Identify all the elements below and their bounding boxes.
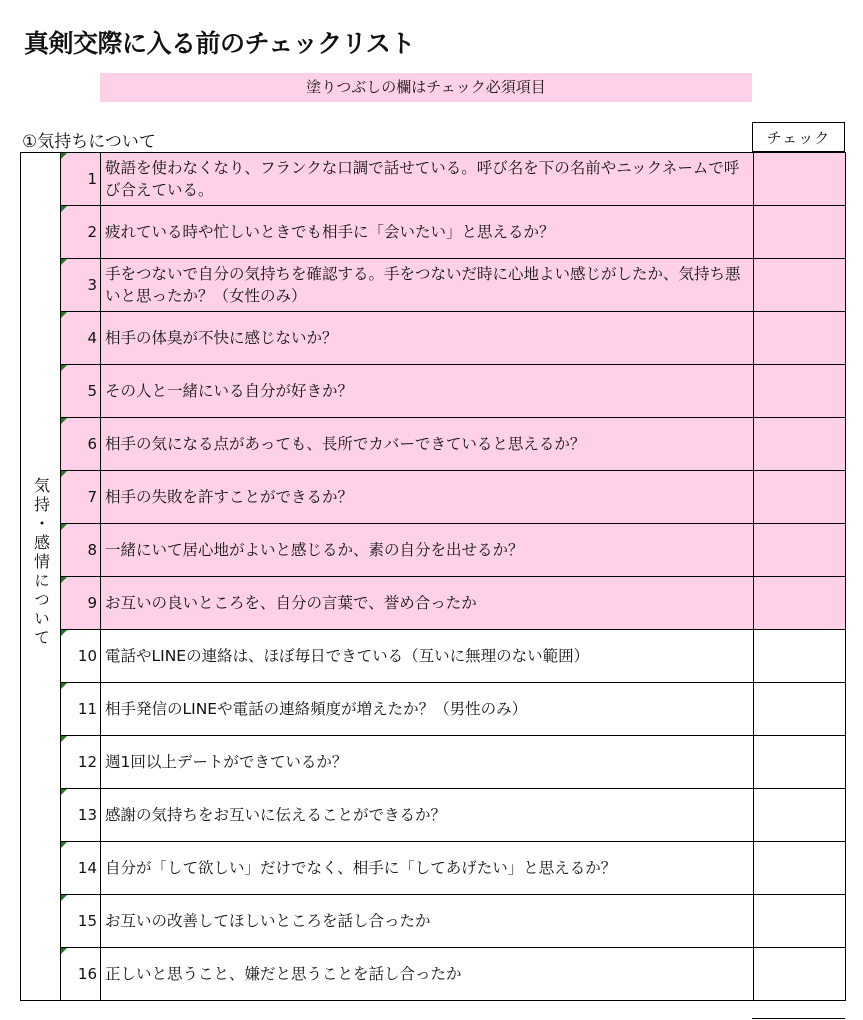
table-row xyxy=(60,470,846,524)
item-number: 13 xyxy=(61,789,101,841)
check-cell[interactable] xyxy=(753,630,846,682)
table-row xyxy=(60,311,846,365)
item-text: 手をつないで自分の気持ちを確認する。手をつないだ時に心地よい感じがしたか、気持ち悪いと思ったか？（女性のみ） xyxy=(105,265,741,305)
item-text: 感謝の気持ちをお互いに伝えることができるか？ xyxy=(105,806,447,824)
item-text: 週1回以上デートができているか？ xyxy=(105,753,348,771)
table-row xyxy=(60,205,846,259)
table-row xyxy=(60,152,846,206)
item-text: 自分が「して欲しい」だけでなく、相手に「してあげたい」と思えるか？ xyxy=(105,859,617,877)
check-cell[interactable] xyxy=(753,577,846,629)
page-title: 真剣交際に入る前のチェックリスト xyxy=(24,29,415,58)
item-number: 3 xyxy=(61,259,101,311)
check-cell[interactable] xyxy=(753,895,846,947)
item-number: 2 xyxy=(61,206,101,258)
legend-note: 塗りつぶしの欄はチェック必須項目 xyxy=(100,73,752,102)
item-text: 一緒にいて居心地がよいと感じるか、素の自分を出せるか？ xyxy=(105,541,524,559)
check-cell[interactable] xyxy=(753,418,846,470)
check-cell[interactable] xyxy=(753,259,846,311)
item-text: 相手発信のLINEや電話の連絡頻度が増えたか？（男性のみ） xyxy=(105,700,528,718)
table-row xyxy=(60,258,846,312)
table-row xyxy=(60,682,846,736)
item-number: 5 xyxy=(61,365,101,417)
table-row xyxy=(60,735,846,789)
item-text: お互いの改善してほしいところを話し合ったか xyxy=(105,912,431,930)
check-cell[interactable] xyxy=(753,736,846,788)
table-row xyxy=(60,894,846,948)
item-number: 4 xyxy=(61,312,101,364)
item-number: 8 xyxy=(61,524,101,576)
check-cell[interactable] xyxy=(753,153,846,205)
check-cell[interactable] xyxy=(753,312,846,364)
table-row xyxy=(60,788,846,842)
item-number: 15 xyxy=(61,895,101,947)
table-row xyxy=(60,841,846,895)
item-text: 相手の失敗を許すことができるか？ xyxy=(105,488,354,506)
table-row xyxy=(60,576,846,630)
item-text: 相手の体臭が不快に感じないか？ xyxy=(105,329,338,347)
item-text: その人と一緒にいる自分が好きか？ xyxy=(105,382,354,400)
table-row xyxy=(60,947,846,1001)
item-text: 電話やLINEの連絡は、ほぼ毎日できている（互いに無理のない範囲） xyxy=(105,647,590,665)
table-row xyxy=(60,364,846,418)
item-number: 12 xyxy=(61,736,101,788)
item-text: 正しいと思うこと、嫌だと思うことを話し合ったか xyxy=(105,965,462,983)
table-row xyxy=(60,417,846,471)
check-cell[interactable] xyxy=(753,683,846,735)
item-text: 疲れている時や忙しいときでも相手に「会いたい」と思えるか？ xyxy=(105,223,555,241)
check-cell[interactable] xyxy=(753,206,846,258)
section-title: ①気持ちについて xyxy=(22,132,156,152)
check-cell[interactable] xyxy=(753,842,846,894)
item-number: 11 xyxy=(61,683,101,735)
item-number: 10 xyxy=(61,630,101,682)
item-number: 9 xyxy=(61,577,101,629)
check-cell[interactable] xyxy=(753,471,846,523)
table-row xyxy=(60,523,846,577)
check-cell[interactable] xyxy=(753,524,846,576)
item-number: 7 xyxy=(61,471,101,523)
item-number: 14 xyxy=(61,842,101,894)
item-number: 6 xyxy=(61,418,101,470)
check-cell[interactable] xyxy=(753,948,846,1000)
category-cell xyxy=(20,152,61,1001)
table-row xyxy=(60,629,846,683)
check-cell[interactable] xyxy=(753,365,846,417)
item-number: 1 xyxy=(61,153,101,205)
check-column-header: チェック xyxy=(752,122,845,152)
check-cell[interactable] xyxy=(753,789,846,841)
divider xyxy=(752,1018,845,1019)
category-label: 気持・感情について xyxy=(31,477,51,648)
item-text: 相手の気になる点があっても、長所でカバーできていると思えるか？ xyxy=(105,435,586,453)
item-number: 16 xyxy=(61,948,101,1000)
item-text: お互いの良いところを、自分の言葉で、誉め合ったか xyxy=(105,594,477,612)
item-text: 敬語を使わなくなり、フランクな口調で話せている。呼び名を下の名前やニックネームで呼び合えている。 xyxy=(105,159,740,199)
